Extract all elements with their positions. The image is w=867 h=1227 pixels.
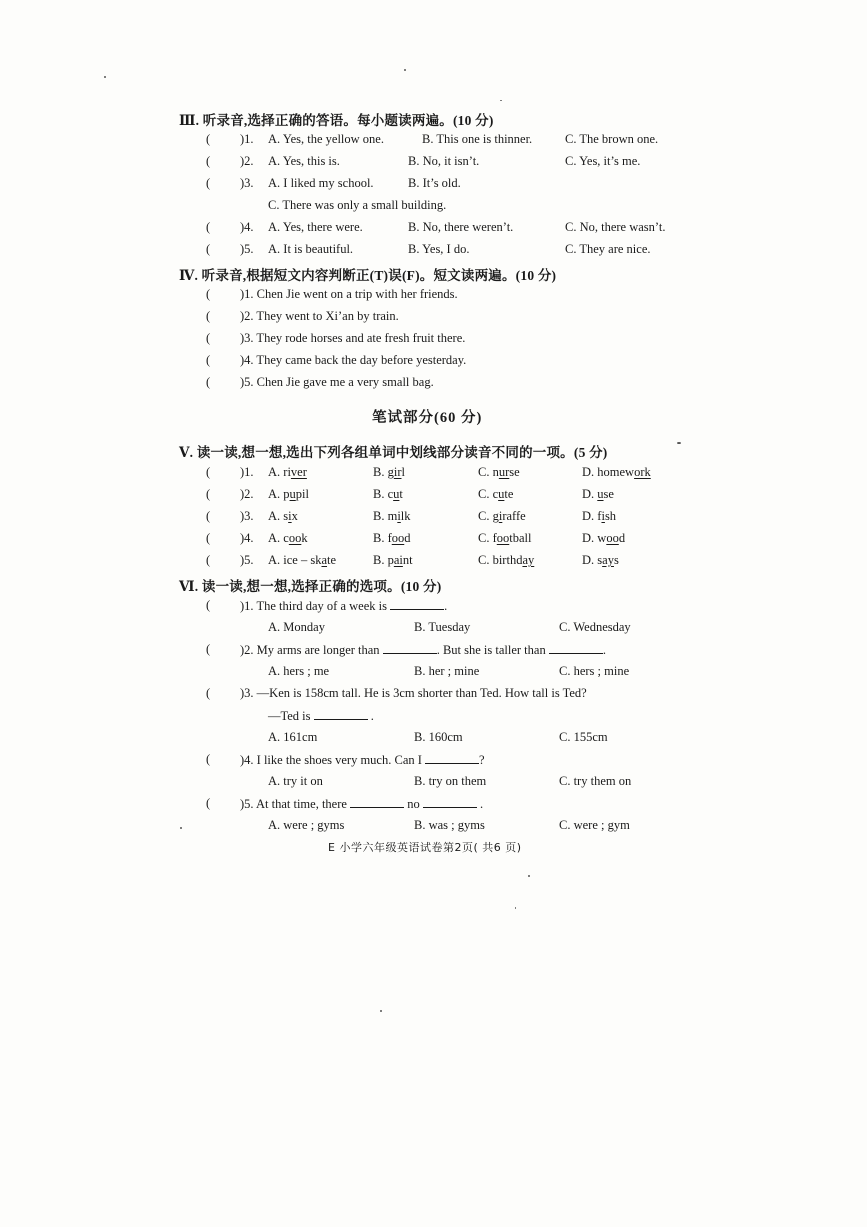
scan-speck xyxy=(104,76,106,78)
answer-paren[interactable]: ( xyxy=(206,132,211,146)
question-number: )5. xyxy=(240,553,254,567)
answer-paren[interactable]: ( xyxy=(206,752,211,766)
option-a: A. ice – skate xyxy=(268,553,337,567)
question-number: )2. xyxy=(240,154,254,168)
answer-line: —Ted is . xyxy=(268,709,374,723)
question-number: )5. xyxy=(240,797,254,811)
option-d: D. homework xyxy=(582,465,651,479)
option-a: A. try it on xyxy=(268,774,323,788)
underlined-letters: ay xyxy=(522,553,535,567)
page-footer: E 小学六年级英语试卷第2页( 共6 页) xyxy=(328,841,522,854)
underlined-letters: u xyxy=(597,487,604,501)
option-c: C. were ; gym xyxy=(559,818,630,832)
option-b: B. food xyxy=(373,531,411,545)
statement-text: )3. They rode horses and ate fresh fruit there. xyxy=(240,331,466,345)
answer-paren[interactable]: ( xyxy=(206,531,211,545)
section-6-heading: Ⅵ. 读一读,想一想,选择正确的选项。(10 分) xyxy=(179,579,442,594)
option-b: B. Tuesday xyxy=(414,620,471,634)
option-d: D. wood xyxy=(582,531,626,545)
question-number: )3. xyxy=(240,686,254,700)
question-number: )2. xyxy=(240,487,254,501)
question-text: I like the shoes very much. Can I xyxy=(256,753,422,767)
question-number: )4. xyxy=(240,531,254,545)
option-b: B. girl xyxy=(373,465,405,479)
option-b: B. try on them xyxy=(414,774,487,788)
option-c: C. There was only a small building. xyxy=(268,198,447,212)
question-number: )3. xyxy=(240,509,254,523)
option-b: B. It’s old. xyxy=(408,176,461,190)
scan-speck xyxy=(500,100,502,101)
underlined-letters: i xyxy=(288,509,292,523)
option-b: B. paint xyxy=(373,553,413,567)
question-number: )4. xyxy=(240,220,254,234)
answer-paren[interactable]: ( xyxy=(206,509,211,523)
answer-paren[interactable]: ( xyxy=(206,686,211,700)
option-a: A. pupil xyxy=(268,487,309,501)
underlined-letters: ai xyxy=(393,553,403,567)
option-b: B. Yes, I do. xyxy=(408,242,470,256)
scan-speck xyxy=(180,827,182,829)
underlined-letters: ur xyxy=(498,465,510,479)
underlined-letters: oo xyxy=(391,531,405,545)
statement-text: )2. They went to Xi’an by train. xyxy=(240,309,399,323)
option-a: A. Monday xyxy=(268,620,325,634)
underlined-letters: ork xyxy=(634,465,651,479)
option-a: A. river xyxy=(268,465,307,479)
fill-blank[interactable] xyxy=(390,598,444,610)
exam-page: Ⅲ. 听录音,选择正确的答语。每小题读两遍。(10 分) ( )1. A. Yes, the yellow one. B. This one is thinner. C. The brown one. ( )2. A. Yes, this is. B. No, it isn’t. C. Yes, it’s me. ( )3. A. I liked my school. B. It’s old. C. There was only a small building. ( )4. A. Yes, there were. B. No, there weren’t. C. No, there wasn’t. ( )5. A. It is beautiful. B. Yes, I do. C. They are nice. Ⅳ. 听录音,根据短文内容判断正(T)误(F)。短文读两遍。(10 分) ( )1. Chen Jie went on a trip with her friends. ( )2. They went to Xi’an by train. ( )3. They rode horses and ate fresh fruit there. ( )4. They came back the day before yesterday. ( )5. Chen Jie gave me a very small bag. 笔试部分(60 分) Ⅴ. 读一读,想一想,选出下列各组单词中划线部分读音不同的一项。(5 分) ( )1. A. river B. girl C. nurse D. homework ( )2. A. pupil B. cut C. cute D. use ( )3. A. six B. milk C. giraffe D. fish ( )4. A. cook B. food C. football D. wood ( )5. A. ice – skate B. paint C. birthday D. says Ⅵ. 读一读,想一想,选择正确的选项。(10 分) ( )1. The third day of a week is . A. Monday B. Tuesday C. Wednesday ( )2. My arms are longer than . But she is taller than . A. hers ; me B. her ; mine C. hers ; mine ( )3. —Ken is 158cm tall. He is 3cm shorter than Ted. How tall is Ted? —Ted is . A. 161cm B. 160cm C. 155cm ( )4. I like the shoes very much. Can I ? A. try it on B. try on them C. try them on ( )5. At that time, there no . A. were ; gyms B. was ; gyms C. were ; gym E 小学六年级英语试卷第2页( 共6 页) xyxy=(0,0,867,1227)
question-number: )5. xyxy=(240,242,254,256)
option-a: A. Yes, there were. xyxy=(268,220,363,234)
option-a: A. It is beautiful. xyxy=(268,242,354,256)
underlined-letters: i xyxy=(397,509,401,523)
option-c: C. cute xyxy=(478,487,514,501)
option-a: A. hers ; me xyxy=(268,664,330,678)
answer-paren[interactable]: ( xyxy=(206,465,211,479)
option-b: B. No, it isn’t. xyxy=(408,154,480,168)
answer-paren[interactable]: ( xyxy=(206,176,211,190)
statement-text: )4. They came back the day before yesterday. xyxy=(240,353,467,367)
option-c: C. They are nice. xyxy=(565,242,651,256)
underlined-letters: ver xyxy=(290,465,307,479)
option-c: C. Wednesday xyxy=(559,620,631,634)
statement-text: )5. Chen Jie gave me a very small bag. xyxy=(240,375,434,389)
question-text: The third day of a week is xyxy=(256,599,387,613)
section-3-heading: Ⅲ. 听录音,选择正确的答语。每小题读两遍。(10 分) xyxy=(179,113,494,128)
underlined-letters: oo xyxy=(606,531,619,545)
option-c: C. 155cm xyxy=(559,730,608,744)
section-4-heading: Ⅳ. 听录音,根据短文内容判断正(T)误(F)。短文读两遍。(10 分) xyxy=(179,268,557,283)
fill-blank[interactable] xyxy=(425,752,479,764)
answer-paren[interactable]: ( xyxy=(206,796,211,810)
option-b: B. was ; gyms xyxy=(414,818,485,832)
answer-paren[interactable]: ( xyxy=(206,642,211,656)
answer-paren[interactable]: ( xyxy=(206,287,211,301)
answer-paren[interactable]: ( xyxy=(206,242,211,256)
option-a: A. I liked my school. xyxy=(268,176,374,190)
fill-blank[interactable] xyxy=(383,642,437,654)
answer-paren[interactable]: ( xyxy=(206,553,211,567)
question-number: )1. xyxy=(240,599,254,613)
scan-speck xyxy=(380,1010,382,1012)
question-row xyxy=(0,220,867,238)
underlined-letters: ay xyxy=(602,553,614,567)
answer-paren[interactable]: ( xyxy=(206,375,211,389)
option-a: A. cook xyxy=(268,531,308,545)
question-row xyxy=(0,132,867,150)
option-c: C. nurse xyxy=(478,465,520,479)
question-text: —Ken is 158cm tall. He is 3cm shorter than Ted. How tall is Ted? xyxy=(256,686,587,700)
option-a: A. six xyxy=(268,509,298,523)
option-b: B. cut xyxy=(373,487,403,501)
fill-blank[interactable] xyxy=(350,796,404,808)
option-a: A. 161cm xyxy=(268,730,318,744)
option-b: B. This one is thinner. xyxy=(422,132,533,146)
underlined-letters: u xyxy=(393,487,400,501)
option-a: A. Yes, the yellow one. xyxy=(268,132,384,146)
answer-paren[interactable]: ( xyxy=(206,598,211,612)
answer-paren[interactable]: ( xyxy=(206,353,211,367)
question-row xyxy=(0,176,867,216)
underlined-letters: i xyxy=(601,509,605,523)
question-row xyxy=(0,154,867,172)
option-c: C. birthday xyxy=(478,553,535,567)
option-b: B. 160cm xyxy=(414,730,463,744)
underlined-letters: i xyxy=(498,509,503,523)
question-number: )3. xyxy=(240,176,254,190)
underlined-letters: oo xyxy=(288,531,302,545)
statement-text: )1. Chen Jie went on a trip with her friends. xyxy=(240,287,458,301)
underlined-letters: u xyxy=(289,487,296,501)
option-a: A. were ; gyms xyxy=(268,818,345,832)
option-c: C. try them on xyxy=(559,774,632,788)
option-c: C. hers ; mine xyxy=(559,664,630,678)
fill-blank[interactable] xyxy=(314,708,368,720)
scan-speck xyxy=(404,69,406,71)
question-number: )4. xyxy=(240,753,254,767)
question-number: )2. xyxy=(240,643,254,657)
scan-speck xyxy=(515,907,516,909)
scan-speck xyxy=(528,875,530,877)
underlined-letters: u xyxy=(498,487,505,501)
answer-paren[interactable]: ( xyxy=(206,154,211,168)
underlined-letters: ir xyxy=(393,465,402,479)
underlined-letters: oo xyxy=(496,531,510,545)
written-part-title: 笔试部分(60 分) xyxy=(372,410,483,426)
option-d: D. says xyxy=(582,553,619,567)
fill-blank[interactable] xyxy=(423,796,477,808)
underlined-letters: a xyxy=(321,553,328,567)
section-5-heading: Ⅴ. 读一读,想一想,选出下列各组单词中划线部分读音不同的一项。(5 分) xyxy=(179,445,608,460)
answer-paren[interactable]: ( xyxy=(206,309,211,323)
option-d: D. fish xyxy=(582,509,617,523)
option-b: B. No, there weren’t. xyxy=(408,220,514,234)
option-a: A. Yes, this is. xyxy=(268,154,340,168)
option-b: B. milk xyxy=(373,509,411,523)
option-c: C. No, there wasn’t. xyxy=(565,220,666,234)
answer-paren[interactable]: ( xyxy=(206,331,211,345)
option-c: C. football xyxy=(478,531,532,545)
option-c: C. giraffe xyxy=(478,509,526,523)
option-d: D. use xyxy=(582,487,614,501)
option-b: B. her ; mine xyxy=(414,664,480,678)
option-c: C. The brown one. xyxy=(565,132,659,146)
option-c: C. Yes, it’s me. xyxy=(565,154,641,168)
scan-speck xyxy=(677,442,681,444)
answer-paren[interactable]: ( xyxy=(206,220,211,234)
question-number: )1. xyxy=(240,465,254,479)
fill-blank[interactable] xyxy=(549,642,603,654)
question-number: )1. xyxy=(240,132,254,146)
question-row xyxy=(0,242,867,260)
answer-paren[interactable]: ( xyxy=(206,487,211,501)
